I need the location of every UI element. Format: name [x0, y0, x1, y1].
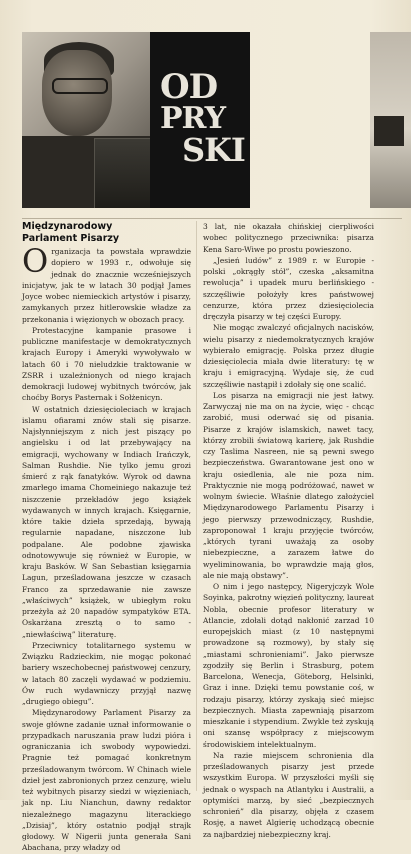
- logo-line-3: SKI: [182, 131, 245, 169]
- paragraph: Nie mogąc zwalczyć oficjalnych nacisków, wielu pisarzy z niedemokratycznych krajów wybierało emigrację. Polska przez długie dziesięciolecia miała dwie literatury: tę w kraju i emigracyjną. Wydaje się, że cud szczęśliwie nastąpił i zdołały się one scalić.: [203, 323, 374, 389]
- ship-photo: [370, 32, 411, 208]
- paragraph: Międzynarodowy Parlament Pisarzy za swoje główne zadanie uznał informowanie o przypadkach naruszania praw ludzi pióra i ograniczania ich swobody wypowiedzi. Pragnie też pomagać konkretnym prześladowanym twórcom. W Chinach wiele dzieł jest zabronionych przez cenzurę, wielu też wybitnych pisarzy siedzi w więzieniach, jak np. Liu Nianchun, dawny redaktor niezależnego magazynu literackiego „Dzisiaj”, który ostatnio podjął strajk głodowy. W Nigerii junta generała Sani Abachana, przy władzy od: [22, 708, 191, 853]
- paragraph: Przeciwnicy totalitarnego systemu w Związku Radzieckim, nie mogąc pokonać bariery wszechobecnej państwowej cenzury, w latach 80 zaczęli wydawać w podziemiu. Ów ruch wydawniczy przyjął nazwę „drugiego obiegu”.: [22, 640, 191, 706]
- paragraph: O nim i jego następcy, Nigeryjczyk Wole Soyinka, pakrotny więzień polityczny, laureat Nobla, obecnie profesor literatury w Atlancie, zdołali dotąd nakłonić zarzad 10 europejskich miast (z 10 następnymi prowadzone są rozmowy), by stały się „miastami schronieniami”. Jako pierwsze zgodziły się Berlin i Strasburg, potem Barcelona, Wenecja, Göteborg, Helsinki, Graz i inne. Dzięki temu powstanie coś, w rodzaju pisarzy, którzy zyskają sieć miejsc bezpiecznych. Miasta zapewniają pisarzom mieszkanie i stypendium. Zwykle też zyskują oni szansę współpracy z miejscowym środowiskiem intelektualnym.: [203, 582, 374, 749]
- paragraph: Protestacyjne kampanie prasowe i publiczne manifestacje w demokratycznych krajach Europy i Ameryki wywoływało w latach 60 i 70 nieludzkie traktowanie w ZSRR i uzależnionych od niego krajach demokracji ludowej wybitnych twórców, jak choćby Borys Pasternak i Sołżenicyn.: [22, 325, 191, 403]
- paragraph: Los pisarza na emigracji nie jest łatwy. Zarwyczaj nie ma on na życie, więc - chcąc zarobić, musi oderwać się od pisania. Pisarze z krajów islamskich, nawet tacy, którzy zrobili światową karierę, jak Rushdie czy Taslima Nasreen, nie są pewni swego bezpieczeństwa. Gwarantowane jest ono w kraju osiedlenia, ale nie poza nim. Praktycznie nie mogą podróżować, nawet w wolnym świecie. Właśnie dlatego założyciel Międzynarodowego Parlamentu Pisarzy i jego pierwszy przewodniczący, Rushdie, zaproponował 1 kraju przyjęcie twórców, „których tyrani uważają za osoby niebezpieczne, a zarazem łatwe do wyeliminowania, bo wprawdzie mają głos, ale nie mają obstawy”.: [203, 390, 374, 580]
- title-line-1: Międzynarodowy: [22, 221, 113, 232]
- ship-silhouette: [374, 116, 404, 146]
- paragraph-text: rganizacja ta powstała wprawdzie dopiero w 1993 r., odwołuje się jednak do znacznie wcześniejszych inicjatyw, jak te w latach 30 podjął James Joyce wobec niemieckich artystów i pisarzy, zamykanych przez hitlerowskie władze za przekonania i więzionych w obozach pracy.: [22, 247, 191, 324]
- paragraph: [22, 242, 191, 325]
- photo-glasses: [52, 78, 108, 94]
- paragraph: Na razie miejscem schronienia dla prześladowanych pisarzy jest przede wszystkim Europa. W przyszłości myśli się jednak o wyspach na Atlantyku i Australii, a optymiści marzą, by sieć „bezpiecznych schronień” dla pisarzy, objęła z czasem Rosję, a nawet Algierię uchodzącą obecnie za najbardziej niebezpieczny kraj.: [203, 750, 374, 839]
- paragraph: „Jesień ludów” z 1989 r. w Europie - polski „okrągły stół”, czeska „aksamitna rewolucja” i upadek muru berlińskiego - szczęśliwie położyły kres państwowej cenzurze, która przez dziesięciolecia dręczyła pisarzy w tej części Europy.: [203, 255, 374, 321]
- header-divider: [22, 218, 402, 219]
- text-column-right: [203, 221, 374, 840]
- photo-book: [94, 138, 150, 208]
- logo-line-2: PRY: [160, 101, 225, 136]
- column-rule: [196, 221, 197, 791]
- odpryski-logo: [160, 67, 248, 169]
- logo-line-1: OD: [160, 67, 218, 107]
- drop-cap: O: [22, 242, 49, 280]
- text-column-left: [22, 242, 191, 854]
- paragraph: W ostatnich dziesięcioleciach w krajach islamu ofiarami znów stali się pisarze. Najsłynniejszym z nich jest piszący po angielsku i od lat przebywający na emigracji, wychowany w Indiach Irańczyk, Salman Rushdie. Nie tylko jemu grozi śmierć z rąk fanatyków. Wyrok od dawna zmarłego imama Chomeiniego nakazuje też niszczenie przekładów jego książek wydawanych w innych krajach. Księgarnie, które takie dzieła sprzedają, bywają regularnie napadane, niszczone lub podpalane. Ale podobne zjawiska odnotowywuje się również w Europie, w kraju Basków. W San Sebastian księgarnia Lagun, prześladowana jeszcze w czasach Franco za sprzedawanie nie zawsze „właściwych” książek, w ubiegłym roku przeżyła aż 20 napadów sympatyków ETA. Oskarżana zresztą o to samo - „niewłaściwą” literaturę.: [22, 404, 191, 639]
- author-photo: [22, 32, 150, 208]
- paragraph: 3 lat, nie okazała chińskiej cierpliwości wobec politycznego przeciwnika: pisarza Kena Saro-Wiwe po prostu powieszono.: [203, 222, 374, 254]
- title-line-2: Parlament Pisarzy: [22, 233, 120, 244]
